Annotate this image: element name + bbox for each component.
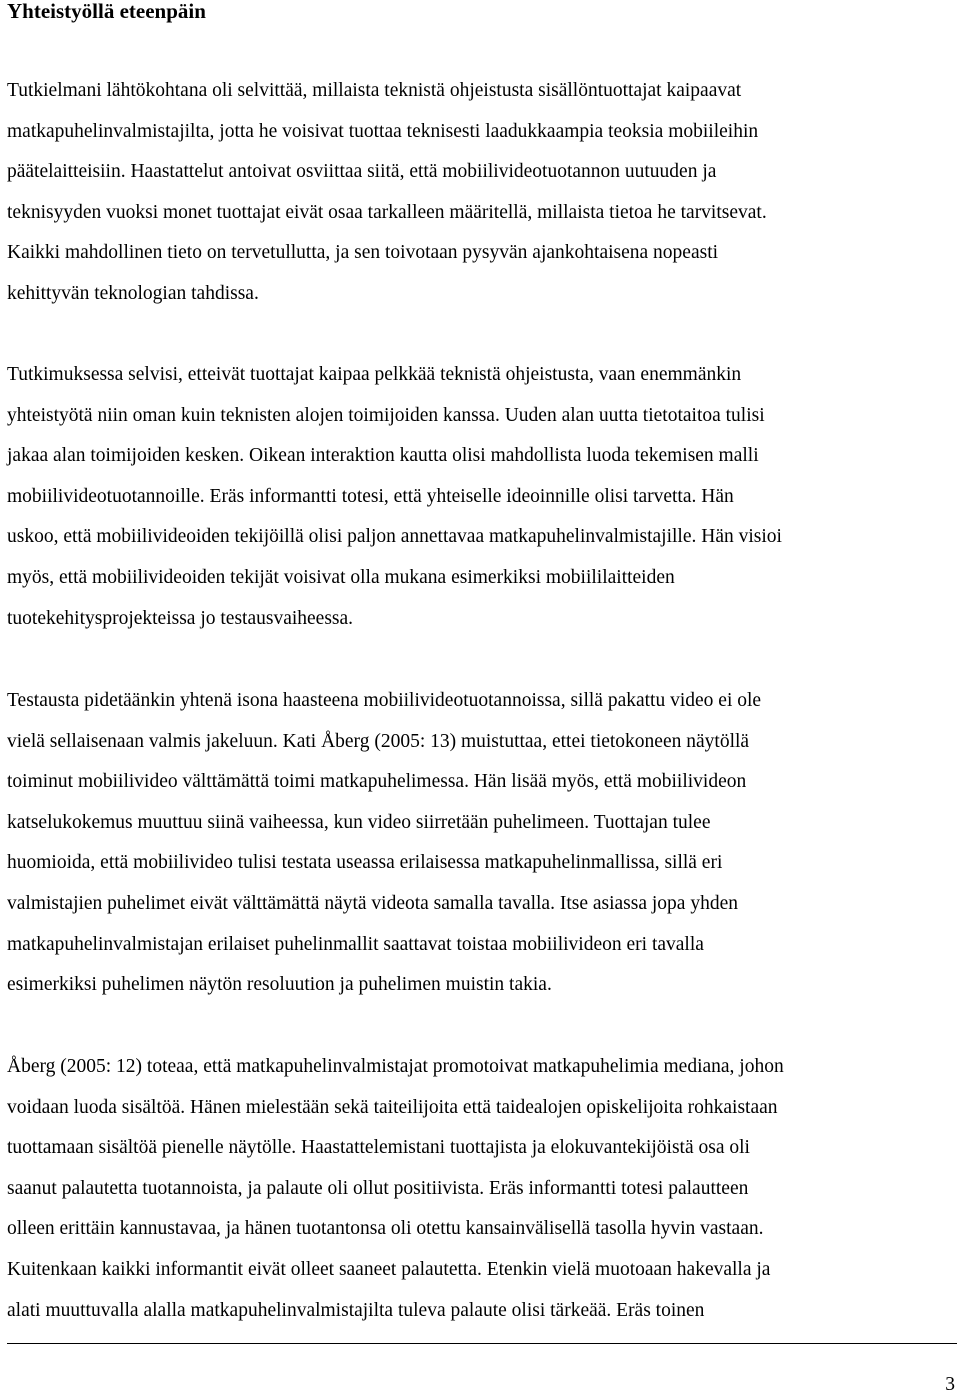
text-line: matkapuhelinvalmistajan erilaiset puhelinmallit saattavat toistaa mobiilivideon eri tavalla (7, 933, 704, 955)
text-line: valmistajien puhelimet eivät välttämättä näytä videota samalla tavalla. Itse asiassa jopa yhden (7, 892, 738, 914)
text-line: teknisyyden vuoksi monet tuottajat eivät osaa tarkalleen määritellä, millaista tietoa he tarvitsevat. (7, 201, 767, 223)
text-line: Tutkielmani lähtökohtana oli selvittää, millaista teknistä ohjeistusta sisällöntuottajat kaipaavat (7, 80, 742, 101)
text-line: kehittyvän teknologian tahdissa. (7, 282, 259, 304)
text-line: Kaikki mahdollinen tieto on tervetullutta, ja sen toivotaan pysyvän ajankohtaisena nopeasti (7, 242, 719, 264)
text-line: katselukokemus muuttuu siinä vaiheessa, kun video siirretään puhelimeen. Tuottajan tulee (7, 811, 711, 833)
text-line: alati muuttuvalla alalla matkapuhelinvalmistajilta tuleva palaute olisi tärkeää. Eräs toinen (7, 1299, 705, 1321)
text-line: toiminut mobiilivideo välttämättä toimi matkapuhelimessa. Hän lisää myös, että mobiilivideon (7, 771, 747, 793)
text-line: uskoo, että mobiilivideoiden tekijöillä olisi paljon annettavaa matkapuhelinvalmistajille. Hän visioi (7, 526, 782, 548)
text-line: vielä sellaisenaan valmis jakeluun. Kati Åberg (2005: 13) muistuttaa, ettei tietokoneen näytöllä (7, 730, 750, 752)
paragraph-3 (7, 681, 761, 1006)
paragraph-2 (7, 355, 782, 639)
text-line: saanut palautetta tuotannoista, ja palaute oli ollut positiivista. Eräs informantti totesi palautteen (7, 1177, 749, 1199)
text-line: tuotekehitysprojekteissa jo testausvaiheessa. (7, 607, 354, 629)
text-line: olleen erittäin kannustavaa, ja hänen tuotantonsa oli otettu kansainvälisellä tasolla hyvin vastaan. (7, 1218, 764, 1240)
text-line: esimerkiksi puhelimen näytön resoluution ja puhelimen muistin takia. (7, 974, 552, 996)
text-line: tuottamaan sisältöä pienelle näytölle. Haastattelemistani tuottajista ja elokuvantekijöistä osa oli (7, 1137, 750, 1159)
paragraph-4 (7, 1047, 784, 1331)
text-line: jakaa alan toimijoiden kesken. Oikean interaktion kautta olisi mahdollista luoda tekemisen malli (7, 445, 759, 467)
paragraph-1 (7, 71, 767, 315)
text-line: Åberg (2005: 12) toteaa, että matkapuhelinvalmistajat promotoivat matkapuhelimia mediana, johon (7, 1056, 784, 1077)
text-line: mobiilivideotuotannoille. Eräs informantti totesi, että yhteiselle ideoinnille olisi tarvetta. Hän (7, 485, 734, 507)
text-line: voidaan luoda sisältöä. Hänen mielestään sekä taiteilijoita että taidealojen opiskelijoita rohkaistaan (7, 1096, 778, 1118)
text-line: yhteistyötä niin oman kuin teknisten alojen toimijoiden kanssa. Uuden alan uutta tietotaitoa tulisi (7, 404, 765, 426)
text-line: myös, että mobiilivideoiden tekijät voisivat olla mukana esimerkiksi mobiililaitteiden (7, 566, 675, 588)
footer-divider (7, 1343, 957, 1344)
text-line: matkapuhelinvalmistajilta, jotta he voisivat tuottaa teknisesti laadukkaampia teoksia mobiileihin (7, 120, 759, 142)
page-number: 3 (945, 1374, 955, 1395)
text-line: huomioida, että mobiilivideo tulisi testata useassa erilaisessa matkapuhelinmallissa, sillä eri (7, 852, 723, 874)
text-line: Tutkimuksessa selvisi, etteivät tuottajat kaipaa pelkkää teknistä ohjeistusta, vaan enemmänkin (7, 364, 742, 385)
text-line: Testausta pidetäänkin yhtenä isona haasteena mobiilivideotuotannoissa, sillä pakattu video ei ole (7, 690, 762, 711)
section-heading: Yhteistyöllä eteenpäin (7, 0, 206, 23)
text-line: päätelaitteisiin. Haastattelut antoivat osviittaa siitä, että mobiilivideotuotannon uutuuden ja (7, 161, 717, 183)
text-line: Kuitenkaan kaikki informantit eivät olleet saaneet palautetta. Etenkin vielä muotoaan hakevalla ja (7, 1258, 771, 1280)
